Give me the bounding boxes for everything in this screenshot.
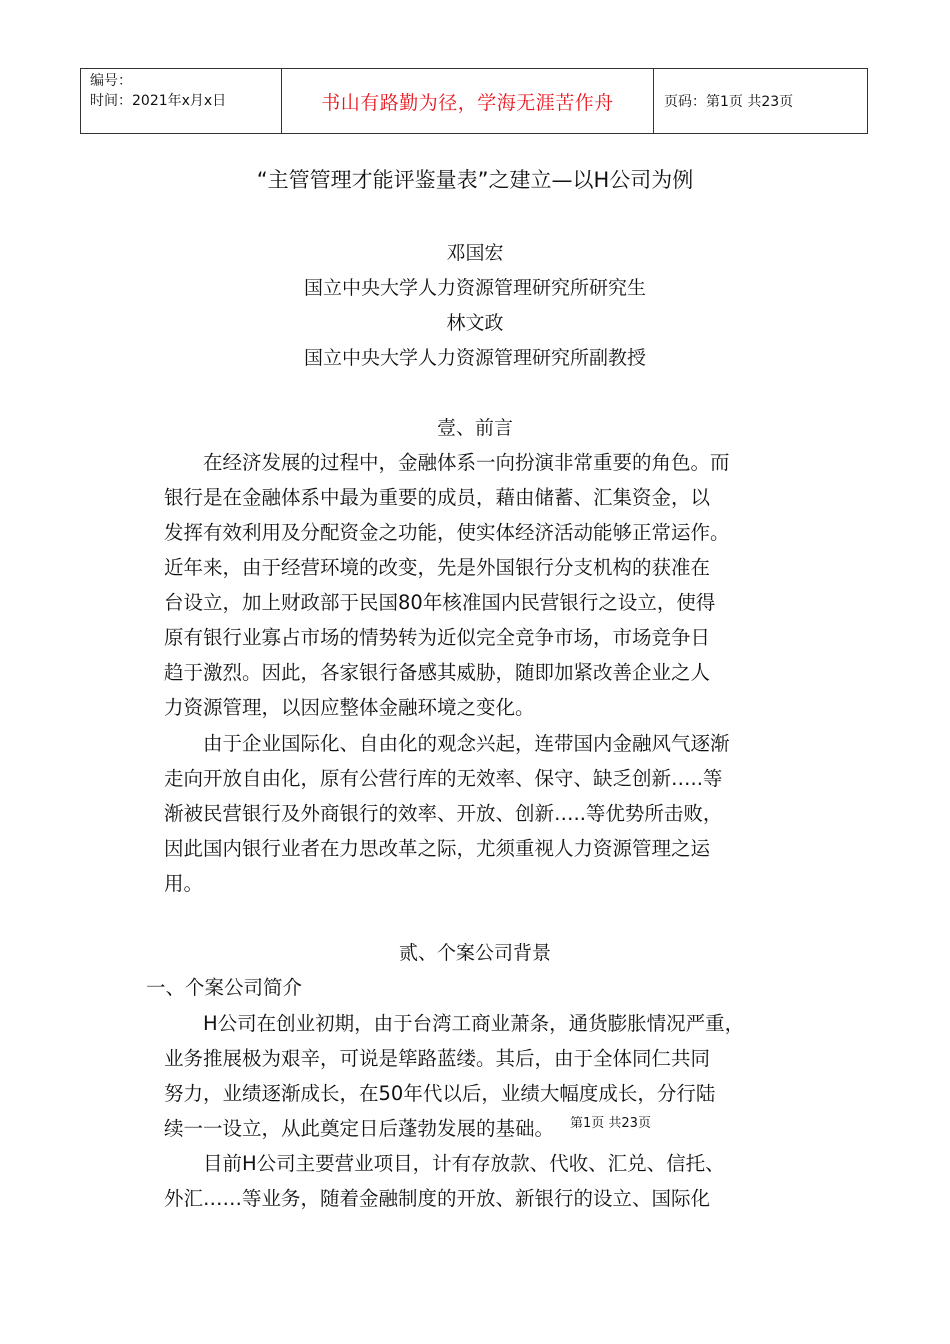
page-number-overlay: 第1页 共23页	[570, 1116, 651, 1131]
text-line: 走向开放自由化，原有公营行库的无效率、保守、缺乏创新…..等	[164, 767, 723, 790]
header-meta	[80, 69, 281, 133]
text-line: 外汇……等业务，随着金融制度的开放、新银行的设立、国际化	[164, 1187, 711, 1210]
intro-paragraph-1	[164, 445, 812, 725]
section-heading-background: 贰、个案公司背景	[398, 942, 551, 964]
author-name-1: 邓国宏	[446, 242, 504, 264]
author-affiliation-1: 国立中央大学人力资源管理研究所研究生	[303, 277, 646, 299]
document-header	[80, 68, 868, 134]
text-line: 台设立，加上财政部于民国80年核准国内民营银行之设立，使得	[164, 591, 716, 614]
subsection-heading: 一、个案公司简介	[146, 976, 303, 999]
text-line: 原有银行业寡占市场的情势转为近似完全竞争市场，市场竞争日	[164, 626, 711, 649]
number-label: 编号：	[90, 73, 132, 89]
text-line: 由于企业国际化、自由化的观念兴起，连带国内金融风气逐渐	[164, 732, 730, 755]
header-page-info: 页码：第1页 共23页	[653, 69, 868, 133]
section-heading-intro: 壹、前言	[436, 417, 513, 439]
author-affiliation-2: 国立中央大学人力资源管理研究所副教授	[303, 347, 646, 369]
text-line: 业务推展极为艰辛，可说是筚路蓝缕。其后，由于全体同仁共同	[164, 1047, 711, 1070]
text-line: 渐被民营银行及外商银行的效率、开放、创新…..等优势所击败，	[164, 802, 723, 825]
header-motto: 书山有路勤为径，学海无涯苦作舟	[281, 69, 653, 133]
text-line: 力资源管理，以因应整体金融环境之变化。	[164, 696, 535, 719]
text-line: 银行是在金融体系中最为重要的成员，藉由储蓄、汇集资金，以	[164, 486, 711, 509]
document-title: “主管管理才能评鉴量表”之建立—以H公司为例	[256, 168, 694, 192]
text-line: H公司在创业初期，由于台湾工商业萧条，通货膨胀情况严重，	[164, 1012, 745, 1035]
text-line: 努力，业绩逐渐成长，在50年代以后，业绩大幅度成长，分行陆	[164, 1082, 716, 1105]
text-line: 目前H公司主要营业项目，计有存放款、代收、汇兑、信托、	[164, 1152, 725, 1175]
text-line: 发挥有效利用及分配资金之功能，使实体经济活动能够正常运作。	[164, 521, 730, 544]
company-paragraph-1	[164, 1006, 812, 1146]
company-paragraph-2	[164, 1146, 812, 1216]
text-line: 趋于激烈。因此，各家银行备感其威胁，随即加紧改善企业之人	[164, 661, 711, 684]
text-line: 续一一设立，从此奠定日后蓬勃发展的基础。	[164, 1117, 555, 1140]
text-line: 近年来，由于经营环境的改变，先是外国银行分支机构的获准在	[164, 556, 711, 579]
time-label: 时间：2021年x月x日	[90, 93, 227, 109]
text-line: 在经济发展的过程中，金融体系一向扮演非常重要的角色。而	[164, 451, 730, 474]
author-name-2: 林文政	[446, 312, 504, 334]
intro-paragraph-2	[164, 726, 812, 901]
text-line: 因此国内银行业者在力思改革之际，尤须重视人力资源管理之运	[164, 837, 711, 860]
text-line: 用。	[164, 872, 204, 895]
